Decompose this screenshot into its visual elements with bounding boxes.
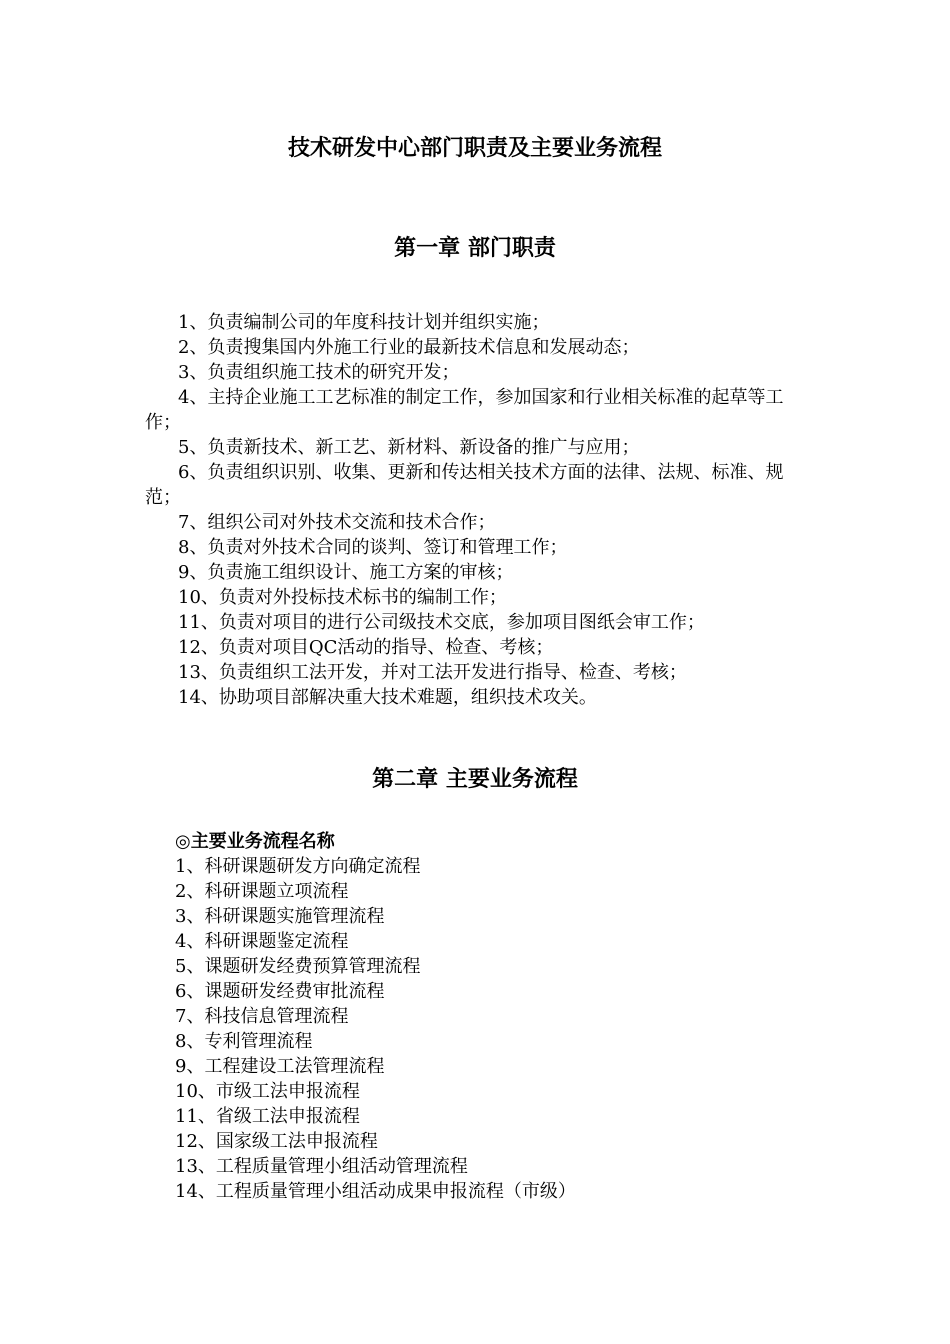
process-item: 12、国家级工法申报流程	[175, 1131, 378, 1152]
duty-item: 10、负责对外投标技术标书的编制工作；	[178, 587, 507, 608]
process-item: 4、科研课题鉴定流程	[175, 931, 349, 952]
duty-item: 13、负责组织工法开发，并对工法开发进行指导、检查、考核；	[178, 662, 687, 683]
duty-item: 4、主持企业施工工艺标准的制定工作，参加国家和行业相关标准的起草等工作；	[145, 387, 784, 433]
duty-item: 2、负责搜集国内外施工行业的最新技术信息和发展动态；	[178, 337, 640, 358]
duty-item: 9、负责施工组织设计、施工方案的审核；	[178, 562, 514, 583]
process-item: 5、课题研发经费预算管理流程	[175, 956, 421, 977]
process-item: 6、课题研发经费审批流程	[175, 981, 385, 1002]
chapter-1-title: 第一章 部门职责	[394, 236, 556, 261]
duty-item: 8、负责对外技术合同的谈判、签订和管理工作；	[178, 537, 568, 558]
department-duties-list	[145, 310, 810, 710]
process-item: 14、工程质量管理小组活动成果申报流程（市级）	[175, 1181, 576, 1202]
process-item: 10、市级工法申报流程	[175, 1081, 360, 1102]
duty-item: 5、负责新技术、新工艺、新材料、新设备的推广与应用；	[178, 437, 640, 458]
business-process-list	[175, 854, 815, 1204]
process-item: 13、工程质量管理小组活动管理流程	[175, 1156, 468, 1177]
duty-item: 12、负责对项目QC活动的指导、检查、考核；	[178, 637, 554, 658]
process-item: 7、科技信息管理流程	[175, 1006, 349, 1027]
process-item: 9、工程建设工法管理流程	[175, 1056, 385, 1077]
duty-item: 11、负责对项目的进行公司级技术交底，参加项目图纸会审工作；	[178, 612, 705, 633]
process-item: 3、科研课题实施管理流程	[175, 906, 385, 927]
process-item: 1、科研课题研发方向确定流程	[175, 856, 421, 877]
process-item: 8、专利管理流程	[175, 1031, 313, 1052]
duty-item: 7、组织公司对外技术交流和技术合作；	[178, 512, 496, 533]
document-title: 技术研发中心部门职责及主要业务流程	[287, 136, 662, 161]
chapter-2-title: 第二章 主要业务流程	[372, 767, 578, 792]
process-list-heading: ◎主要业务流程名称	[175, 831, 335, 852]
process-item: 11、省级工法申报流程	[175, 1106, 360, 1127]
duty-item: 1、负责编制公司的年度科技计划并组织实施；	[178, 312, 550, 333]
duty-item: 3、负责组织施工技术的研究开发；	[178, 362, 460, 383]
duty-item: 6、负责组织识别、收集、更新和传达相关技术方面的法律、法规、标准、规范；	[145, 462, 784, 508]
duty-item: 14、协助项目部解决重大技术难题，组织技术攻关。	[178, 687, 597, 708]
process-item: 2、科研课题立项流程	[175, 881, 349, 902]
